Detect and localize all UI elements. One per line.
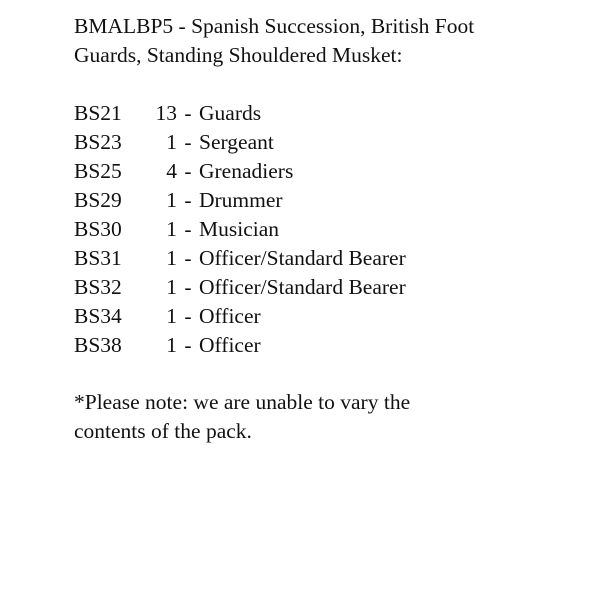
item-quantity: 1 xyxy=(166,130,177,154)
item-description: Drummer xyxy=(199,188,283,212)
list-item xyxy=(74,99,406,128)
pack-note: *Please note: we are unable to vary the contents of the pack. xyxy=(74,390,411,443)
item-code: BS31 xyxy=(74,246,122,270)
list-item xyxy=(74,215,406,244)
item-quantity: 1 xyxy=(166,304,177,328)
item-quantity: 13 xyxy=(155,101,177,125)
item-quantity: 1 xyxy=(166,333,177,357)
item-separator: - xyxy=(184,188,192,212)
item-code: BS23 xyxy=(74,130,122,154)
item-separator: - xyxy=(184,333,192,357)
item-separator: - xyxy=(184,159,192,183)
list-item xyxy=(74,128,406,157)
item-description: Officer xyxy=(199,304,261,328)
item-separator: - xyxy=(184,304,192,328)
item-description: Grenadiers xyxy=(199,159,294,183)
item-separator: - xyxy=(184,246,192,270)
list-item xyxy=(74,157,406,186)
item-code: BS32 xyxy=(74,275,122,299)
item-description: Officer xyxy=(199,333,261,357)
list-item xyxy=(74,331,406,360)
item-code: BS34 xyxy=(74,304,122,328)
list-item xyxy=(74,302,406,331)
item-description: Sergeant xyxy=(199,130,274,154)
list-item xyxy=(74,273,406,302)
item-description: Officer/Standard Bearer xyxy=(199,275,406,299)
item-description: Musician xyxy=(199,217,280,241)
list-item xyxy=(74,186,406,215)
item-quantity: 4 xyxy=(166,159,177,183)
item-code: BS29 xyxy=(74,188,122,212)
item-separator: - xyxy=(184,217,192,241)
item-separator: - xyxy=(184,130,192,154)
list-item xyxy=(74,244,406,273)
pack-title: BMALBP5 - Spanish Succession, British Foot Guards, Standing Shouldered Musket: xyxy=(74,14,475,67)
item-code: BS30 xyxy=(74,217,122,241)
item-separator: - xyxy=(184,101,192,125)
item-code: BS38 xyxy=(74,333,122,357)
item-quantity: 1 xyxy=(166,275,177,299)
item-description: Guards xyxy=(199,101,262,125)
item-quantity: 1 xyxy=(166,217,177,241)
item-quantity: 1 xyxy=(166,188,177,212)
pack-contents-list xyxy=(74,99,406,360)
item-description: Officer/Standard Bearer xyxy=(199,246,406,270)
item-code: BS21 xyxy=(74,101,122,125)
item-quantity: 1 xyxy=(166,246,177,270)
item-separator: - xyxy=(184,275,192,299)
item-code: BS25 xyxy=(74,159,122,183)
